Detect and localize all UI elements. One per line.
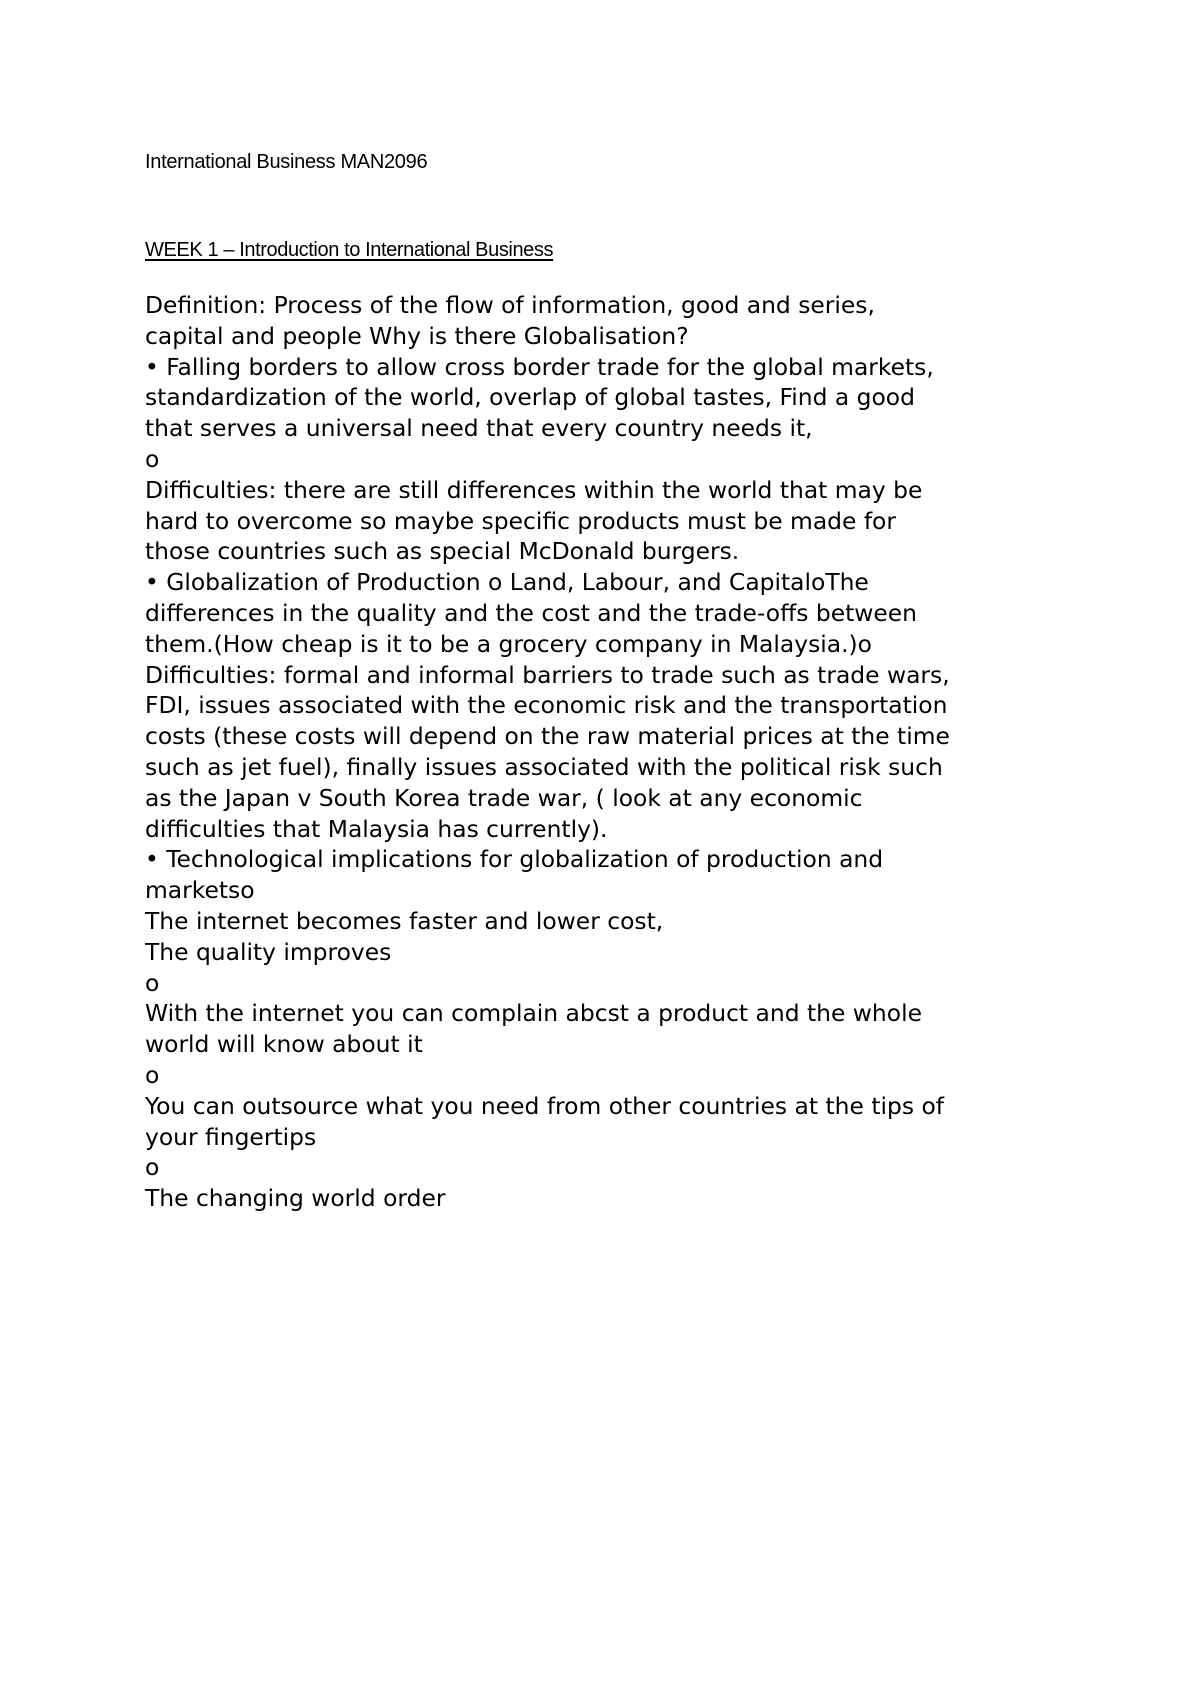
sub-bullet-marker: o (145, 968, 160, 997)
text-line: those countries such as special McDonald burgers. (145, 537, 740, 566)
text-line: hard to overcome so maybe specific products must be made for (145, 506, 896, 535)
text-line: FDI, issues associated with the economic risk and the transportation (145, 691, 948, 720)
text-line: The internet becomes faster and lower cost, (145, 906, 664, 935)
bullet-line: • Globalization of Production o Land, Labour, and CapitaloThe (145, 568, 869, 597)
sub-bullet-marker: o (145, 1153, 160, 1182)
week-title: WEEK 1 – Introduction to International Business (145, 239, 554, 261)
text-line: world will know about it (145, 1030, 423, 1059)
bullet-line: • Technological implications for globalization of production and (145, 845, 884, 874)
text-line: capital and people Why is there Globalisation? (145, 321, 689, 350)
text-line: them.(How cheap is it to be a grocery company in Malaysia.)o (145, 629, 872, 658)
text-line: marketso (145, 876, 255, 905)
text-line: costs (these costs will depend on the raw material prices at the time (145, 722, 950, 751)
text-line: Difficulties: there are still differences within the world that may be (145, 475, 923, 504)
text-line: The quality improves (145, 937, 392, 966)
bullet-line: • Falling borders to allow cross border trade for the global markets, (145, 352, 934, 381)
body-text (145, 290, 1090, 1214)
text-line: differences in the quality and the cost and the trade-offs between (145, 598, 917, 627)
sub-bullet-marker: o (145, 444, 160, 473)
text-line: standardization of the world, overlap of global tastes, Find a good (145, 383, 915, 412)
text-line: With the internet you can complain abcst a product and the whole (145, 999, 922, 1028)
text-line: The changing world order (145, 1184, 446, 1213)
text-line: that serves a universal need that every country needs it, (145, 414, 813, 443)
text-line: your fingertips (145, 1122, 317, 1151)
document-header: International Business MAN2096 (145, 151, 428, 173)
sub-bullet-marker: o (145, 1060, 160, 1089)
text-line: You can outsource what you need from other countries at the tips of (145, 1091, 945, 1120)
text-line: such as jet fuel), finally issues associated with the political risk such (145, 752, 943, 781)
text-line: Difficulties: formal and informal barriers to trade such as trade wars, (145, 660, 950, 689)
text-line: difficulties that Malaysia has currently). (145, 814, 608, 843)
text-line: Definition: Process of the flow of information, good and series, (145, 291, 875, 319)
text-line: as the Japan v South Korea trade war, ( look at any economic (145, 783, 863, 812)
